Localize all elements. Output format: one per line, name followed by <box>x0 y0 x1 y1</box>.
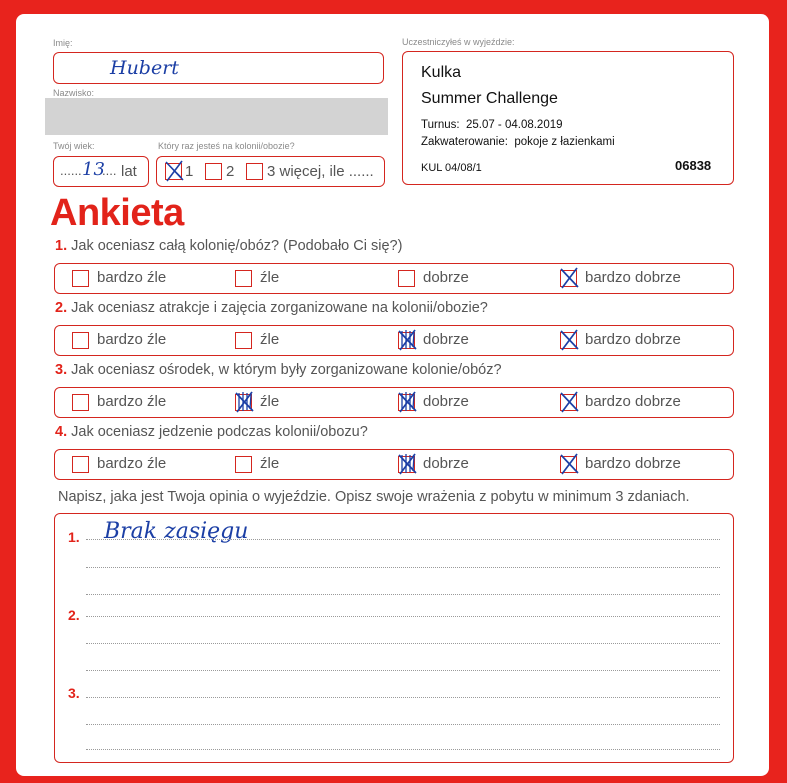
question-2-text <box>55 300 488 316</box>
question-4-text <box>55 424 368 440</box>
opinion-num-2: 2. <box>68 607 80 623</box>
opinion-line <box>86 749 720 750</box>
check-x-icon <box>165 160 185 182</box>
check-x-icon <box>398 329 418 351</box>
q4-checkbox-2[interactable] <box>235 456 252 473</box>
check-x-icon <box>398 453 418 475</box>
opinion-line <box>86 616 720 617</box>
check-x-icon <box>560 453 580 475</box>
q4-checkbox-3[interactable] <box>398 456 415 473</box>
wiek-field[interactable] <box>53 156 149 187</box>
camp-name: Kulka <box>421 64 462 81</box>
opinion-line <box>86 594 720 595</box>
q2-option-2-label: źle <box>260 331 280 348</box>
q1-checkbox-1[interactable] <box>72 270 89 287</box>
q2-checkbox-2[interactable] <box>235 332 252 349</box>
turnus-value: 25.07 - 04.08.2019 <box>465 119 563 131</box>
q1-option-3-label: dobrze <box>423 269 469 286</box>
zakwaterowanie-value: pokoje z łazienkami <box>514 136 615 148</box>
imie-label: Imię: <box>53 38 73 48</box>
question-text: Jak oceniasz ośrodek, w którym były zorganizowane kolonie/obóz? <box>71 362 502 378</box>
nazwisko-label: Nazwisko: <box>53 88 95 98</box>
zakwaterowanie-label: Zakwaterowanie: <box>421 136 508 148</box>
ktory-raz-checkbox-1[interactable] <box>165 163 182 180</box>
turnus-row <box>421 119 563 131</box>
q3-option-4-label: bardzo dobrze <box>585 393 681 410</box>
q4-checkbox-1[interactable] <box>72 456 89 473</box>
question-text: Jak oceniasz atrakcje i zajęcia zorganizowane na kolonii/obozie? <box>71 300 488 316</box>
opinion-line <box>86 724 720 725</box>
camp-number: 06838 <box>675 158 712 173</box>
opinion-line <box>86 539 720 540</box>
q2-option-1-label: bardzo źle <box>97 331 167 348</box>
wiek-dots-after: .... <box>102 163 117 178</box>
q2-checkbox-3[interactable] <box>398 332 415 349</box>
zakwaterowanie-row <box>421 136 615 148</box>
q1-checkbox-2[interactable] <box>235 270 252 287</box>
q3-option-3-label: dobrze <box>423 393 469 410</box>
question-number: 1. <box>55 238 68 254</box>
q2-option-3-label: dobrze <box>423 331 469 348</box>
q4-option-2-label: źle <box>260 455 280 472</box>
ktory-raz-label: Który raz jesteś na kolonii/obozie? <box>158 141 295 151</box>
opinion-answer-1[interactable]: Brak zasięgu <box>104 519 249 544</box>
q2-option-4-label: bardzo dobrze <box>585 331 681 348</box>
check-x-icon <box>560 267 580 289</box>
nazwisko-redacted <box>45 98 388 135</box>
q1-option-4-label: bardzo dobrze <box>585 269 681 286</box>
q2-checkbox-1[interactable] <box>72 332 89 349</box>
q1-checkbox-4[interactable] <box>560 270 577 287</box>
wiek-value: 13 <box>82 159 105 180</box>
check-x-icon <box>398 391 418 413</box>
question-text: Jak oceniasz jedzenie podczas kolonii/obozu? <box>71 424 368 440</box>
wiek-dots-before: ...... <box>60 163 82 178</box>
q4-option-1-label: bardzo źle <box>97 455 167 472</box>
ktory-raz-checkbox-2[interactable] <box>205 163 222 180</box>
q4-option-3-label: dobrze <box>423 455 469 472</box>
imie-field[interactable] <box>53 52 384 84</box>
ktory-raz-field <box>156 156 385 187</box>
q3-option-1-label: bardzo źle <box>97 393 167 410</box>
check-x-icon <box>235 391 255 413</box>
opinion-box <box>54 513 734 763</box>
wiek-label: Twój wiek: <box>53 141 95 151</box>
ktory-raz-option-2: 2 <box>226 163 235 180</box>
wiek-unit: lat <box>121 163 137 180</box>
turnus-label: Turnus: <box>421 119 460 131</box>
opinion-line <box>86 670 720 671</box>
question-1-text <box>55 238 402 254</box>
uczestniczyles-label: Uczestniczyłeś w wyjeździe: <box>402 37 515 47</box>
q4-option-4-label: bardzo dobrze <box>585 455 681 472</box>
ktory-raz-option-1: 1 <box>185 163 194 180</box>
question-number: 3. <box>55 362 68 378</box>
q3-checkbox-3[interactable] <box>398 394 415 411</box>
question-number: 2. <box>55 300 68 316</box>
q1-option-1-label: bardzo źle <box>97 269 167 286</box>
opinion-line <box>86 643 720 644</box>
opinion-line <box>86 697 720 698</box>
ktory-raz-checkbox-3[interactable] <box>246 163 263 180</box>
opinion-instruction: Napisz, jaka jest Twoja opinia o wyjeździe. Opisz swoje wrażenia z pobytu w minimum 3 zdaniach. <box>58 489 690 505</box>
opinion-num-3: 3. <box>68 685 80 701</box>
question-number: 4. <box>55 424 68 440</box>
opinion-line <box>86 567 720 568</box>
question-text: Jak oceniasz całą kolonię/obóz? (Podobało Ci się?) <box>71 238 403 254</box>
imie-value: Hubert <box>110 57 179 79</box>
check-x-icon <box>560 391 580 413</box>
question-3-text <box>55 362 502 378</box>
q4-checkbox-4[interactable] <box>560 456 577 473</box>
q3-checkbox-2[interactable] <box>235 394 252 411</box>
q2-checkbox-4[interactable] <box>560 332 577 349</box>
camp-code: KUL 04/08/1 <box>421 162 482 174</box>
q1-checkbox-3[interactable] <box>398 270 415 287</box>
camp-info-box <box>402 51 734 185</box>
q3-checkbox-4[interactable] <box>560 394 577 411</box>
check-x-icon <box>560 329 580 351</box>
q3-checkbox-1[interactable] <box>72 394 89 411</box>
opinion-num-1: 1. <box>68 529 80 545</box>
ktory-raz-option-3: 3 więcej, ile ...... <box>267 163 374 180</box>
camp-program: Summer Challenge <box>421 90 558 107</box>
q1-option-2-label: źle <box>260 269 280 286</box>
survey-title: Ankieta <box>50 192 184 234</box>
q3-option-2-label: źle <box>260 393 280 410</box>
